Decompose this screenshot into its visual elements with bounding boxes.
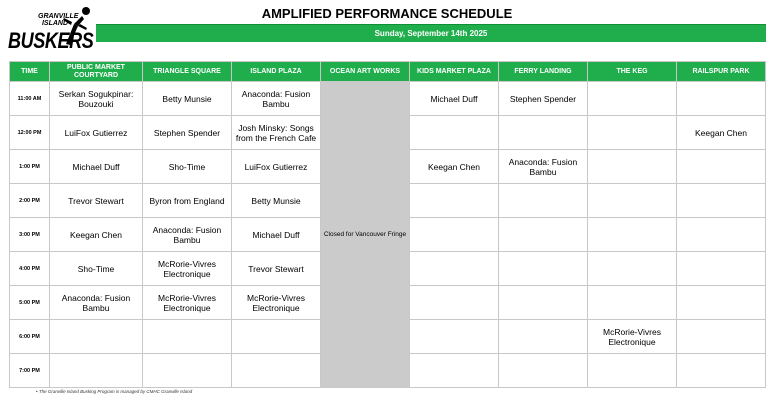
table-cell	[588, 286, 677, 320]
table-cell	[410, 218, 499, 252]
table-cell: Trevor Stewart	[232, 252, 321, 286]
table-cell	[499, 320, 588, 354]
time-cell: 12:00 PM	[10, 116, 50, 150]
time-cell: 3:00 PM	[10, 218, 50, 252]
table-cell	[588, 184, 677, 218]
table-cell: McRorie-Vivres Electronique	[232, 286, 321, 320]
table-cell: Michael Duff	[232, 218, 321, 252]
date-bar	[96, 24, 766, 42]
table-cell	[677, 354, 766, 388]
col-header-kids-market: KIDS MARKET PLAZA	[410, 62, 499, 82]
time-cell: 6:00 PM	[10, 320, 50, 354]
table-cell	[50, 320, 143, 354]
table-cell	[677, 286, 766, 320]
time-cell: 11:00 AM	[10, 82, 50, 116]
table-cell: Trevor Stewart	[50, 184, 143, 218]
buskers-logo	[8, 4, 92, 54]
table-cell: Michael Duff	[50, 150, 143, 184]
table-cell	[232, 320, 321, 354]
time-cell: 7:00 PM	[10, 354, 50, 388]
table-cell: Anaconda: Fusion Bambu	[50, 286, 143, 320]
schedule-table	[9, 61, 766, 388]
table-cell	[50, 354, 143, 388]
table-cell	[410, 116, 499, 150]
col-header-ocean-art-works: OCEAN ART WORKS	[321, 62, 410, 82]
table-cell: LuiFox Gutierrez	[50, 116, 143, 150]
table-cell	[588, 82, 677, 116]
time-cell: 4:00 PM	[10, 252, 50, 286]
table-cell: Keegan Chen	[410, 150, 499, 184]
table-cell	[232, 354, 321, 388]
table-cell	[677, 150, 766, 184]
page-title: AMPLIFIED PERFORMANCE SCHEDULE	[261, 6, 513, 21]
table-cell	[677, 218, 766, 252]
table-cell	[410, 252, 499, 286]
table-cell	[499, 184, 588, 218]
table-cell: Stephen Spender	[499, 82, 588, 116]
table-cell: Betty Munsie	[143, 82, 232, 116]
table-cell	[499, 218, 588, 252]
logo-line1: GRANVILLE ISLAND	[38, 13, 79, 27]
table-cell	[588, 252, 677, 286]
table-cell	[499, 286, 588, 320]
table-cell: Josh Minsky: Songs from the French Cafe	[232, 116, 321, 150]
col-header-railspur-park: RAILSPUR PARK	[677, 62, 766, 82]
table-cell: LuiFox Gutierrez	[232, 150, 321, 184]
table-cell	[588, 116, 677, 150]
table-cell: Byron from England	[143, 184, 232, 218]
schedule-date: Sunday, September 14th 2025	[374, 29, 488, 38]
footnote: • The Granville Island Busking Program is managed by CMHC Granville Island	[36, 389, 193, 394]
table-cell: McRorie-Vivres Electronique	[588, 320, 677, 354]
col-header-triangle-square: TRIANGLE SQUARE	[143, 62, 232, 82]
table-cell: Sho-Time	[143, 150, 232, 184]
time-cell: 2:00 PM	[10, 184, 50, 218]
table-cell: Anaconda: Fusion Bambu	[232, 82, 321, 116]
table-cell	[677, 252, 766, 286]
time-cell: 5:00 PM	[10, 286, 50, 320]
col-header-island-plaza: ISLAND PLAZA	[232, 62, 321, 82]
time-cell: 1:00 PM	[10, 150, 50, 184]
table-cell: Stephen Spender	[143, 116, 232, 150]
table-cell	[499, 354, 588, 388]
table-cell: McRorie-Vivres Electronique	[143, 252, 232, 286]
table-cell: Betty Munsie	[232, 184, 321, 218]
table-cell	[499, 252, 588, 286]
table-cell	[410, 320, 499, 354]
table-cell: Sho-Time	[50, 252, 143, 286]
table-cell: Keegan Chen	[50, 218, 143, 252]
header-row	[10, 62, 766, 82]
table-cell	[677, 82, 766, 116]
table-cell: McRorie-Vivres Electronique	[143, 286, 232, 320]
col-header-time: TIME	[10, 62, 50, 82]
col-header-ferry-landing: FERRY LANDING	[499, 62, 588, 82]
logo-line2: BUSKERS	[8, 28, 94, 53]
table-cell: Serkan Sogukpinar: Bouzouki	[50, 82, 143, 116]
table-cell	[410, 286, 499, 320]
table-cell: Keegan Chen	[677, 116, 766, 150]
table-cell: Anaconda: Fusion Bambu	[499, 150, 588, 184]
table-cell	[588, 150, 677, 184]
table-cell	[143, 320, 232, 354]
table-cell: Michael Duff	[410, 82, 499, 116]
table-cell	[410, 354, 499, 388]
table-cell	[677, 320, 766, 354]
table-cell	[143, 354, 232, 388]
table-cell	[588, 218, 677, 252]
table-row	[10, 82, 766, 116]
table-cell	[588, 354, 677, 388]
table-cell	[410, 184, 499, 218]
table-cell	[499, 116, 588, 150]
table-cell: Anaconda: Fusion Bambu	[143, 218, 232, 252]
col-header-public-market: PUBLIC MARKET COURTYARD	[50, 62, 143, 82]
closed-cell-ocean-art-works: Closed for Vancouver Fringe	[321, 82, 410, 388]
table-cell	[677, 184, 766, 218]
col-header-the-keg: THE KEG	[588, 62, 677, 82]
